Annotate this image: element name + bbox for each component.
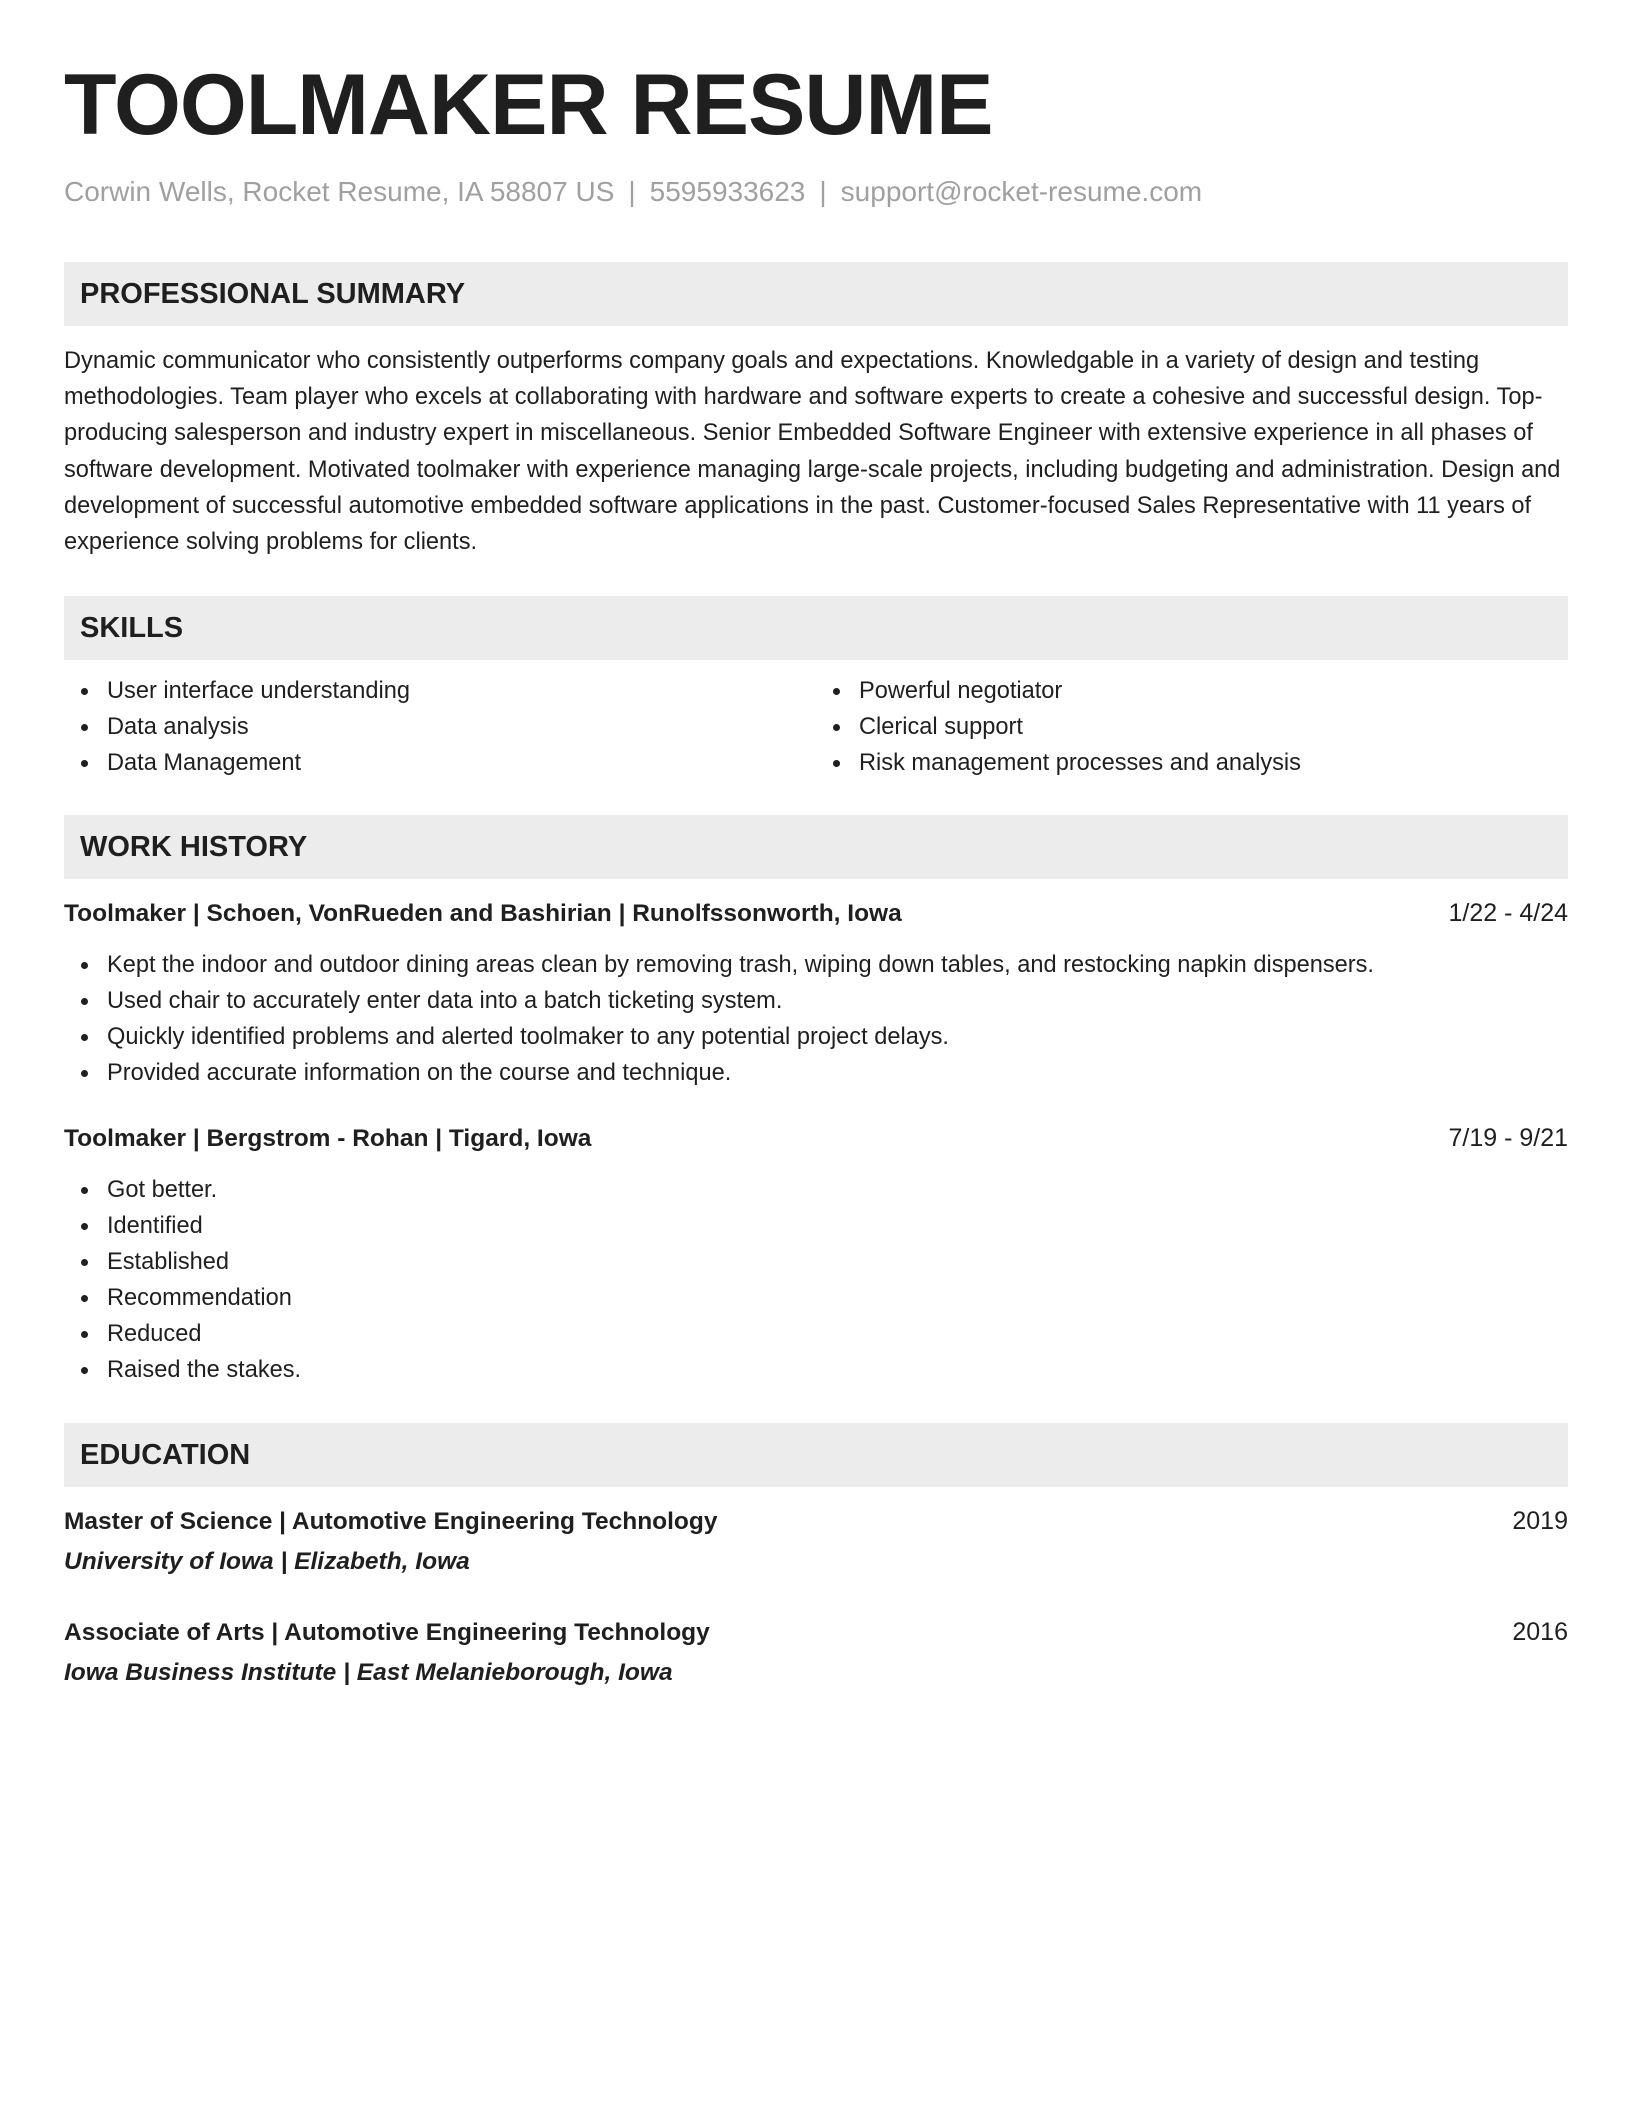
job-duty: Recommendation: [64, 1280, 1568, 1316]
contact-email: support@rocket-resume.com: [840, 176, 1203, 207]
skill-item: User interface understanding: [64, 673, 816, 709]
education-year: 2016: [1512, 1618, 1568, 1647]
job-header: [64, 1121, 1568, 1156]
job-duty: Reduced: [64, 1316, 1568, 1352]
skill-item: Data analysis: [64, 709, 816, 745]
job-duty: Got better.: [64, 1172, 1568, 1208]
job-duty: Kept the indoor and outdoor dining areas clean by removing trash, wiping down tables, and restocking napkin dispensers.: [64, 947, 1568, 983]
contact-line: [64, 174, 1568, 210]
skill-item: Data Management: [64, 745, 816, 781]
summary-heading: PROFESSIONAL SUMMARY: [64, 262, 1568, 326]
job-duty: Used chair to accurately enter data into a batch ticketing system.: [64, 983, 1568, 1019]
job-duty: Provided accurate information on the course and technique.: [64, 1055, 1568, 1091]
job-header: [64, 896, 1568, 931]
job-entry: [64, 896, 1568, 1091]
education-school: Iowa Business Institute | East Melanieborough, Iowa: [64, 1659, 673, 1687]
contact-separator: |: [819, 176, 827, 207]
summary-text: Dynamic communicator who consistently outperforms company goals and expectations. Knowledgable in a variety of design and testing methodologies. Team player who excels at collaborating with hardware and software experts to create a cohesive and successful design. Top-producing salesperson and industry expert in miscellaneous. Senior Embedded Software Engineer with extensive experience in all phases of software development. Motivated toolmaker with experience managing large-scale projects, including budgeting and administration. Design and development of successful automotive embedded software applications in the past. Customer-focused Sales Representative with 11 years of experience solving problems for clients.: [64, 348, 1561, 556]
resume-title: TOOLMAKER RESUME: [64, 57, 993, 153]
job-duty: Identified: [64, 1208, 1568, 1244]
skills-column-right: [816, 673, 1568, 781]
education-school: University of Iowa | Elizabeth, Iowa: [64, 1548, 470, 1576]
skill-item: Clerical support: [816, 709, 1568, 745]
job-duty: Quickly identified problems and alerted toolmaker to any potential project delays.: [64, 1019, 1568, 1055]
job-entry: [64, 1121, 1568, 1388]
job-duty: Established: [64, 1244, 1568, 1280]
education-entry: [64, 1504, 1568, 1579]
education-degree: Associate of Arts | Automotive Engineering Technology: [64, 1619, 710, 1647]
job-title: Toolmaker | Bergstrom - Rohan | Tigard, Iowa: [64, 1125, 592, 1153]
education-year: 2019: [1512, 1507, 1568, 1536]
contact-address: Corwin Wells, Rocket Resume, IA 58807 US: [64, 176, 615, 207]
work-history-heading: WORK HISTORY: [64, 815, 1568, 879]
job-dates: 1/22 - 4/24: [1448, 899, 1568, 928]
skills-column-left: [64, 673, 816, 781]
education-degree: Master of Science | Automotive Engineering Technology: [64, 1508, 718, 1536]
education-header: [64, 1615, 1568, 1650]
education-header: [64, 1504, 1568, 1539]
contact-phone: 5595933623: [649, 176, 806, 207]
job-duty: Raised the stakes.: [64, 1352, 1568, 1388]
skills-list: [64, 673, 1568, 781]
job-dates: 7/19 - 9/21: [1448, 1124, 1568, 1153]
skill-item: Powerful negotiator: [816, 673, 1568, 709]
skills-heading: SKILLS: [64, 596, 1568, 660]
job-duties: [64, 1172, 1568, 1388]
education-heading: EDUCATION: [64, 1423, 1568, 1487]
job-title: Toolmaker | Schoen, VonRueden and Bashirian | Runolfssonworth, Iowa: [64, 900, 902, 928]
job-duties: [64, 947, 1568, 1091]
education-entry: [64, 1615, 1568, 1690]
skill-item: Risk management processes and analysis: [816, 745, 1568, 781]
contact-separator: |: [628, 176, 636, 207]
